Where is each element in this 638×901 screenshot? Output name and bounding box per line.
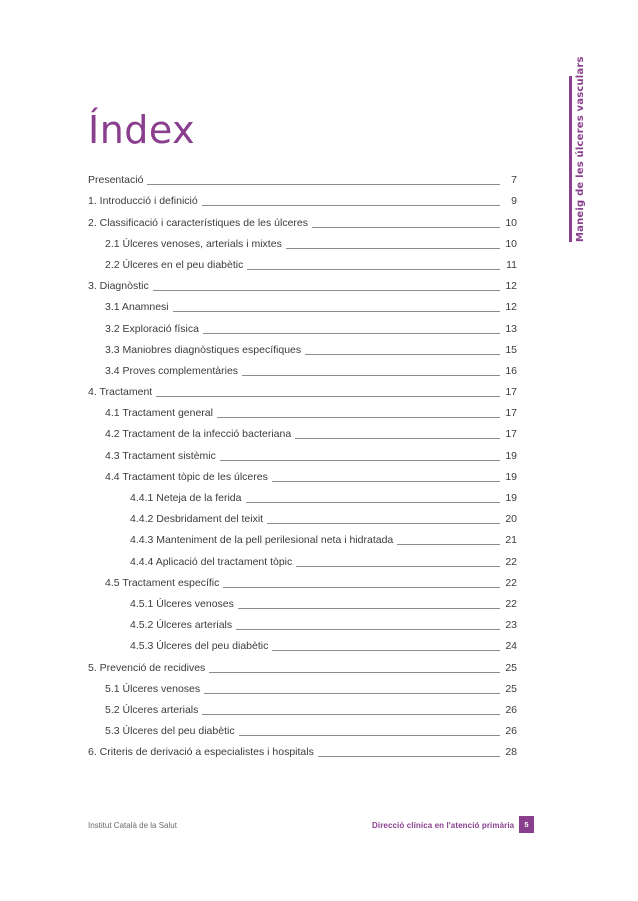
toc-leader-line	[217, 417, 500, 418]
toc-entry-page: 7	[511, 174, 517, 187]
toc-entry	[88, 208, 517, 229]
toc-leader-line	[242, 375, 500, 376]
toc-entry	[88, 378, 517, 399]
toc-leader-line	[305, 354, 500, 355]
toc-leader-line	[318, 756, 500, 757]
toc-leader-line	[173, 311, 500, 312]
toc-entry	[88, 314, 517, 335]
toc-entry-label: 1. Introducció i definició	[88, 195, 198, 208]
toc-leader-line	[267, 523, 500, 524]
toc-entry	[88, 399, 517, 420]
toc-leader-line	[147, 184, 500, 185]
toc-entry-label: Presentació	[88, 174, 144, 187]
toc-entry-page: 22	[505, 576, 517, 589]
toc-entry-label: 4.5.2 Úlceres arterials	[130, 619, 233, 632]
toc-entry-page: 24	[505, 640, 517, 653]
toc-entry	[88, 569, 517, 590]
toc-leader-line	[238, 608, 500, 609]
toc-entry-label: 4.5.1 Úlceres venoses	[130, 597, 234, 610]
toc-entry-label: 4. Tractament	[88, 386, 153, 399]
toc-entry-label: 4.3 Tractament sistèmic	[105, 449, 216, 462]
toc-entry-label: 2.2 Úlceres en el peu diabètic	[105, 258, 244, 271]
toc-entry-page: 16	[505, 364, 517, 377]
toc-entry-label: 5. Prevenció de recidives	[88, 661, 206, 674]
toc-entry-label: 4.4 Tractament tòpic de les úlceres	[105, 470, 268, 483]
toc-entry-label: 2. Classificació i característiques de les úlceres	[88, 216, 309, 229]
toc-entry-label: 5.1 Úlceres venoses	[105, 682, 201, 695]
toc-entry	[88, 463, 517, 484]
toc-leader-line	[397, 544, 500, 545]
toc-entry	[88, 526, 517, 547]
toc-entry	[88, 611, 517, 632]
toc-entry-page: 25	[505, 682, 517, 695]
toc-leader-line	[153, 290, 500, 291]
toc-leader-line	[223, 587, 500, 588]
toc-entry-page: 15	[505, 343, 517, 356]
toc-leader-line	[209, 672, 500, 673]
toc-entry	[88, 696, 517, 717]
toc-leader-line	[202, 714, 500, 715]
toc-entry-page: 9	[511, 195, 517, 208]
toc-entry	[88, 293, 517, 314]
toc-entry	[88, 187, 517, 208]
toc-entry	[88, 357, 517, 378]
page-number-badge: 5	[519, 816, 534, 833]
toc-leader-line	[286, 248, 500, 249]
toc-entry	[88, 505, 517, 526]
toc-entry-page: 17	[505, 407, 517, 420]
toc-leader-line	[246, 502, 501, 503]
toc-entry-label: 3.2 Exploració física	[105, 322, 199, 335]
toc-entry-label: 6. Criteris de derivació a especialistes i hospitals	[88, 746, 314, 759]
toc-entry	[88, 420, 517, 441]
toc-entry	[88, 632, 517, 653]
toc-entry	[88, 251, 517, 272]
toc-entry-page: 10	[505, 237, 517, 250]
toc-entry-page: 17	[505, 428, 517, 441]
toc-entry-page: 11	[506, 258, 517, 271]
toc-leader-line	[296, 566, 500, 567]
toc-leader-line	[236, 629, 500, 630]
toc-entry-label: 3.4 Proves complementàries	[105, 364, 239, 377]
toc-entry	[88, 717, 517, 738]
toc-entry-label: 4.1 Tractament general	[105, 407, 213, 420]
toc-leader-line	[247, 269, 500, 270]
toc-entry-page: 21	[505, 534, 517, 547]
toc-entry-page: 10	[505, 216, 517, 229]
toc-entry-page: 17	[505, 386, 517, 399]
toc-entry-page: 13	[505, 322, 517, 335]
toc-entry-label: 4.4.2 Desbridament del teixit	[130, 513, 264, 526]
toc-leader-line	[203, 333, 500, 334]
toc-entry-page: 23	[505, 619, 517, 632]
side-accent-bar	[569, 76, 572, 242]
toc-entry-label: 3.3 Maniobres diagnòstiques específiques	[105, 343, 302, 356]
toc-entry-label: 2.1 Úlceres venoses, arterials i mixtes	[105, 237, 282, 250]
toc-leader-line	[272, 650, 500, 651]
toc-entry-page: 25	[505, 661, 517, 674]
toc-leader-line	[295, 438, 500, 439]
toc-entry-page: 19	[505, 492, 517, 504]
page-title: Índex	[88, 108, 196, 152]
toc-entry	[88, 272, 517, 293]
toc-entry-label: 3.1 Anamnesi	[105, 301, 169, 314]
toc-leader-line	[204, 693, 500, 694]
toc-entry	[88, 738, 517, 759]
toc-entry-label: 3. Diagnòstic	[88, 280, 149, 293]
toc-entry	[88, 166, 517, 187]
toc-leader-line	[239, 735, 500, 736]
toc-entry-page: 12	[505, 280, 517, 293]
toc-entry-page: 20	[505, 513, 517, 526]
toc-entry-page: 19	[505, 449, 517, 462]
toc-entry-page: 26	[505, 703, 517, 716]
toc-entry-page: 22	[505, 555, 517, 568]
toc-entry-label: 5.3 Úlceres del peu diabètic	[105, 725, 235, 738]
table-of-contents	[88, 166, 517, 759]
toc-entry	[88, 675, 517, 696]
toc-entry-page: 12	[505, 301, 517, 314]
toc-entry-label: 5.2 Úlceres arterials	[105, 703, 199, 716]
toc-leader-line	[202, 205, 500, 206]
toc-entry	[88, 441, 517, 462]
toc-leader-line	[272, 481, 500, 482]
toc-entry-label: 4.4.3 Manteniment de la pell perilesional neta i hidratada	[130, 534, 394, 547]
toc-leader-line	[312, 227, 500, 228]
toc-entry-page: 19	[505, 470, 517, 483]
toc-entry-page: 22	[505, 597, 517, 610]
toc-leader-line	[220, 460, 500, 461]
toc-leader-line	[156, 396, 500, 397]
toc-entry-label: 4.2 Tractament de la infecció bacteriana	[105, 428, 292, 441]
toc-entry-label: 4.5.3 Úlceres del peu diabètic	[130, 640, 269, 653]
toc-entry	[88, 590, 517, 611]
toc-entry	[88, 336, 517, 357]
side-running-title: Maneig de les úlceres vasculars	[575, 56, 586, 242]
toc-entry	[88, 653, 517, 674]
toc-entry-label: 4.5 Tractament específic	[105, 576, 220, 589]
toc-entry	[88, 230, 517, 251]
toc-entry-page: 28	[505, 746, 517, 759]
toc-entry	[88, 484, 517, 505]
footer-department: Direcció clínica en l'atenció primària	[372, 821, 515, 830]
toc-entry-label: 4.4.4 Aplicació del tractament tòpic	[130, 555, 293, 568]
footer-publisher: Institut Català de la Salut	[88, 821, 177, 830]
toc-entry-page: 26	[505, 725, 517, 738]
toc-entry-label: 4.4.1 Neteja de la ferida	[130, 492, 242, 504]
toc-entry	[88, 547, 517, 568]
